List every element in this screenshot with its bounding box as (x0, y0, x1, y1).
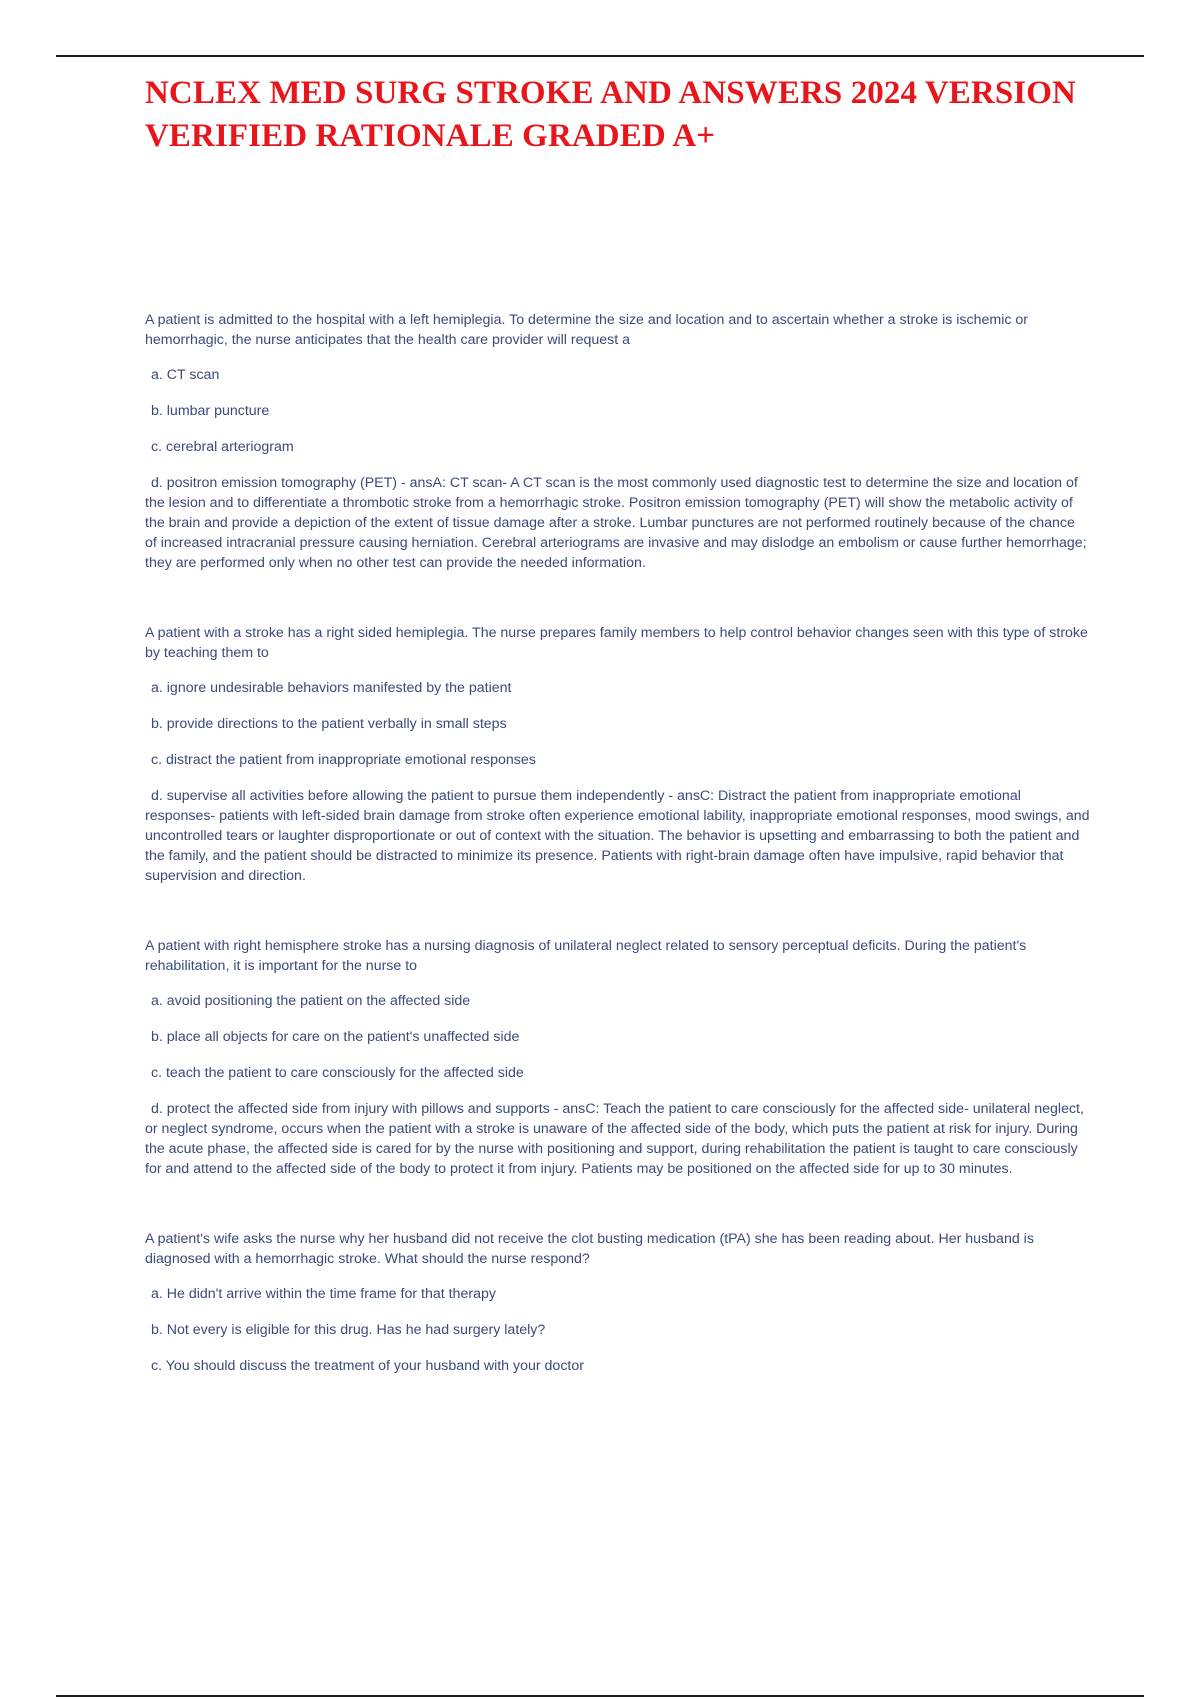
answer-option-b: b. lumbar puncture (151, 403, 270, 419)
bottom-rule (56, 1695, 1144, 1697)
question-1 (145, 310, 1090, 573)
answer-option-b: b. provide directions to the patient verbally in small steps (151, 716, 507, 732)
question-stem: A patient's wife asks the nurse why her husband did not receive the clot busting medication (tPA) she has been reading about. Her husband is diagnosed with a hemorrhagic stroke. What should the nurse respond? (145, 1231, 1034, 1267)
question-stem: A patient is admitted to the hospital with a left hemiplegia. To determine the size and location and to ascertain whether a stroke is ischemic or hemorrhagic, the nurse anticipates that the health care provider will request a (145, 312, 1028, 348)
answer-option-d-with-rationale: d. positron emission tomography (PET) - ansA: CT scan- A CT scan is the most commonly used diagnostic test to determine the size and location of the lesion and to differentiate a thrombotic stroke from a hemorrhagic stroke. Positron emission tomography (PET) will show the metabolic activity of the brain and provide a depiction of the extent of tissue damage after a stroke. Lumbar punctures are not performed routinely because of the chance of increased intracranial pressure causing herniation. Cerebral arteriograms are invasive and may dislodge an embolism or cause further hemorrhage; they are performed only when no other test can provide the needed information. (145, 475, 1087, 571)
answer-option-b: b. place all objects for care on the patient's unaffected side (151, 1029, 520, 1045)
answer-option-c: c. teach the patient to care consciously for the affected side (151, 1065, 524, 1081)
question-4 (145, 1229, 1090, 1376)
question-list (145, 310, 1090, 1376)
answer-option-d-with-rationale: d. supervise all activities before allowing the patient to pursue them independently - ansC: Distract the patient from inappropriate emotional responses- patients with left-sided brain damage from stroke often experience emotional lability, inappropriate emotional responses, mood swings, and uncontrolled tears or laughter disproportionate or out of context with the situation. The behavior is upsetting and embarrassing to both the patient and the family, and the patient should be distracted to minimize its presence. Patients with right-brain damage often have impulsive, rapid behavior that supervision and direction. (145, 788, 1090, 884)
answer-option-b: b. Not every is eligible for this drug. Has he had surgery lately? (151, 1322, 546, 1338)
answer-option-c: c. distract the patient from inappropriate emotional responses (151, 752, 536, 768)
document-title: NCLEX MED SURG STROKE AND ANSWERS 2024 VERSION VERIFIED RATIONALE GRADED A+ (145, 75, 1076, 154)
answer-option-c: c. cerebral arteriogram (151, 439, 294, 455)
question-2 (145, 623, 1090, 886)
document-body (145, 72, 1090, 1426)
top-rule (56, 55, 1144, 57)
answer-option-a: a. CT scan (151, 367, 220, 383)
question-stem: A patient with a stroke has a right sided hemiplegia. The nurse prepares family members to help control behavior changes seen with this type of stroke by teaching them to (145, 625, 1088, 661)
answer-option-d-with-rationale: d. protect the affected side from injury with pillows and supports - ansC: Teach the patient to care consciously for the affected side- unilateral neglect, or neglect syndrome, occurs when the patient with a stroke is unaware of the affected side of the body, which puts the patient at risk for injury. During the acute phase, the affected side is cared for by the nurse with positioning and support, during rehabilitation the patient is taught to care consciously for and attend to the affected side of the body to protect it from injury. Patients may be positioned on the affected side for up to 30 minutes. (145, 1101, 1084, 1177)
question-stem: A patient with right hemisphere stroke has a nursing diagnosis of unilateral neglect related to sensory perceptual deficits. During the patient's rehabilitation, it is important for the nurse to (145, 938, 1027, 974)
answer-option-c: c. You should discuss the treatment of your husband with your doctor (151, 1358, 584, 1374)
answer-option-a: a. avoid positioning the patient on the affected side (151, 993, 471, 1009)
answer-option-a: a. He didn't arrive within the time frame for that therapy (151, 1286, 496, 1302)
answer-option-a: a. ignore undesirable behaviors manifested by the patient (151, 680, 512, 696)
question-3 (145, 936, 1090, 1179)
